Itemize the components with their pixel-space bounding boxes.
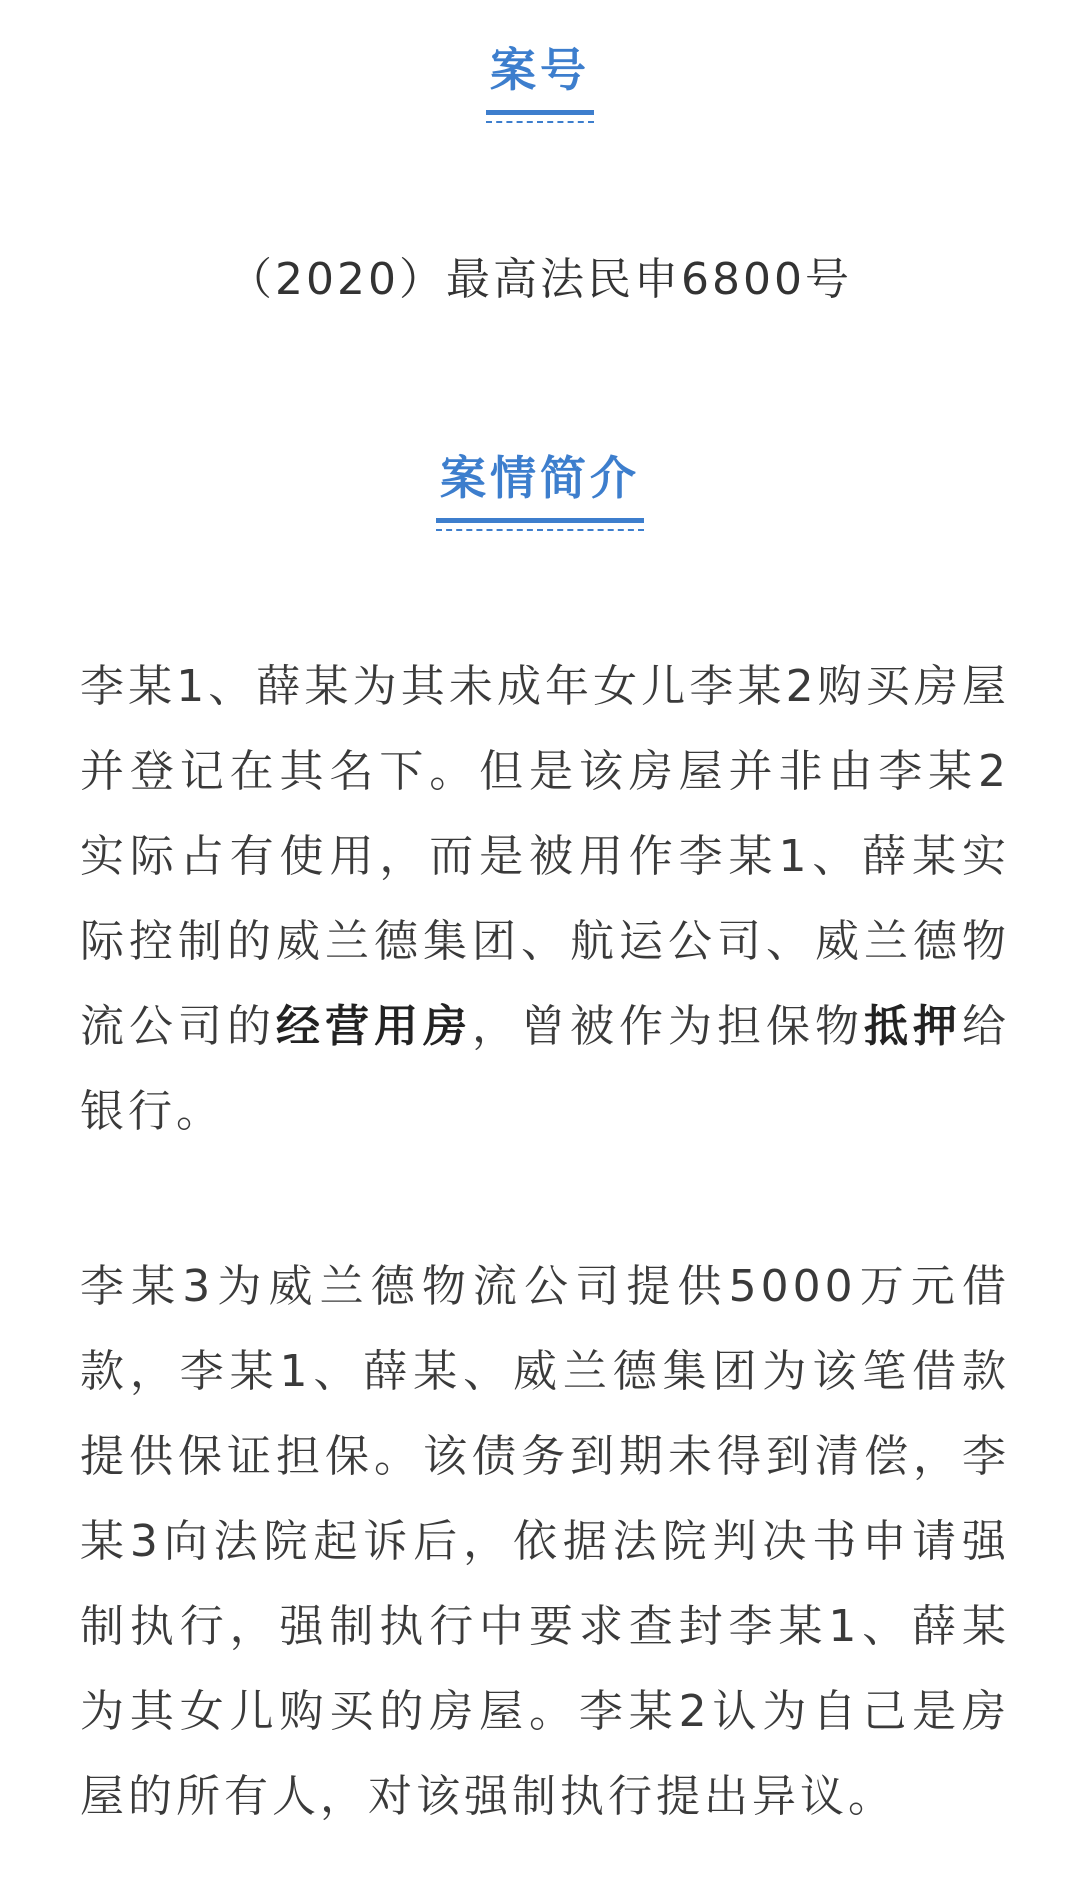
paragraph-1-text-b: ，曾被作为担保物 (472, 1001, 864, 1052)
case-number-heading-wrap (486, 40, 594, 123)
case-number-heading (0, 40, 1080, 123)
paragraph-1-text-c: 给银行。 (80, 1001, 1010, 1137)
case-number-heading-text: 案号 (490, 43, 590, 97)
case-summary-heading-wrap (436, 448, 644, 531)
case-number-text: （2020）最高法民申6800号 (228, 254, 852, 305)
bold-business-premises: 经营用房 (276, 1001, 472, 1052)
heading-underline (486, 110, 594, 115)
bold-mortgage: 抵押 (864, 1001, 962, 1052)
paragraph-1-text-a: 李某1、薛某为其未成年女儿李某2购买房屋并登记在其名下。但是该房屋并非由李某2实际占有使用，而是被用作李某1、薛某实际控制的威兰德集团、航运公司、威兰德物流公司的 (80, 661, 1010, 1052)
heading-underline (436, 518, 644, 523)
case-paragraph-2: 李某3为威兰德物流公司提供5000万元借款，李某1、薛某、威兰德集团为该笔借款提供保证担保。该债务到期未得到清偿，李某3向法院起诉后，依据法院判决书申请强制执行，强制执行中要求查封李某1、薛某为其女儿购买的房屋。李某2认为自己是房屋的所有人，对该强制执行提出异议。 (80, 1261, 1010, 1822)
heading-dashed-line (486, 121, 594, 123)
case-summary-heading-text: 案情简介 (440, 451, 640, 505)
case-summary-heading (0, 448, 1080, 531)
heading-dashed-line (436, 529, 644, 531)
case-paragraph-1 (80, 644, 1010, 1154)
